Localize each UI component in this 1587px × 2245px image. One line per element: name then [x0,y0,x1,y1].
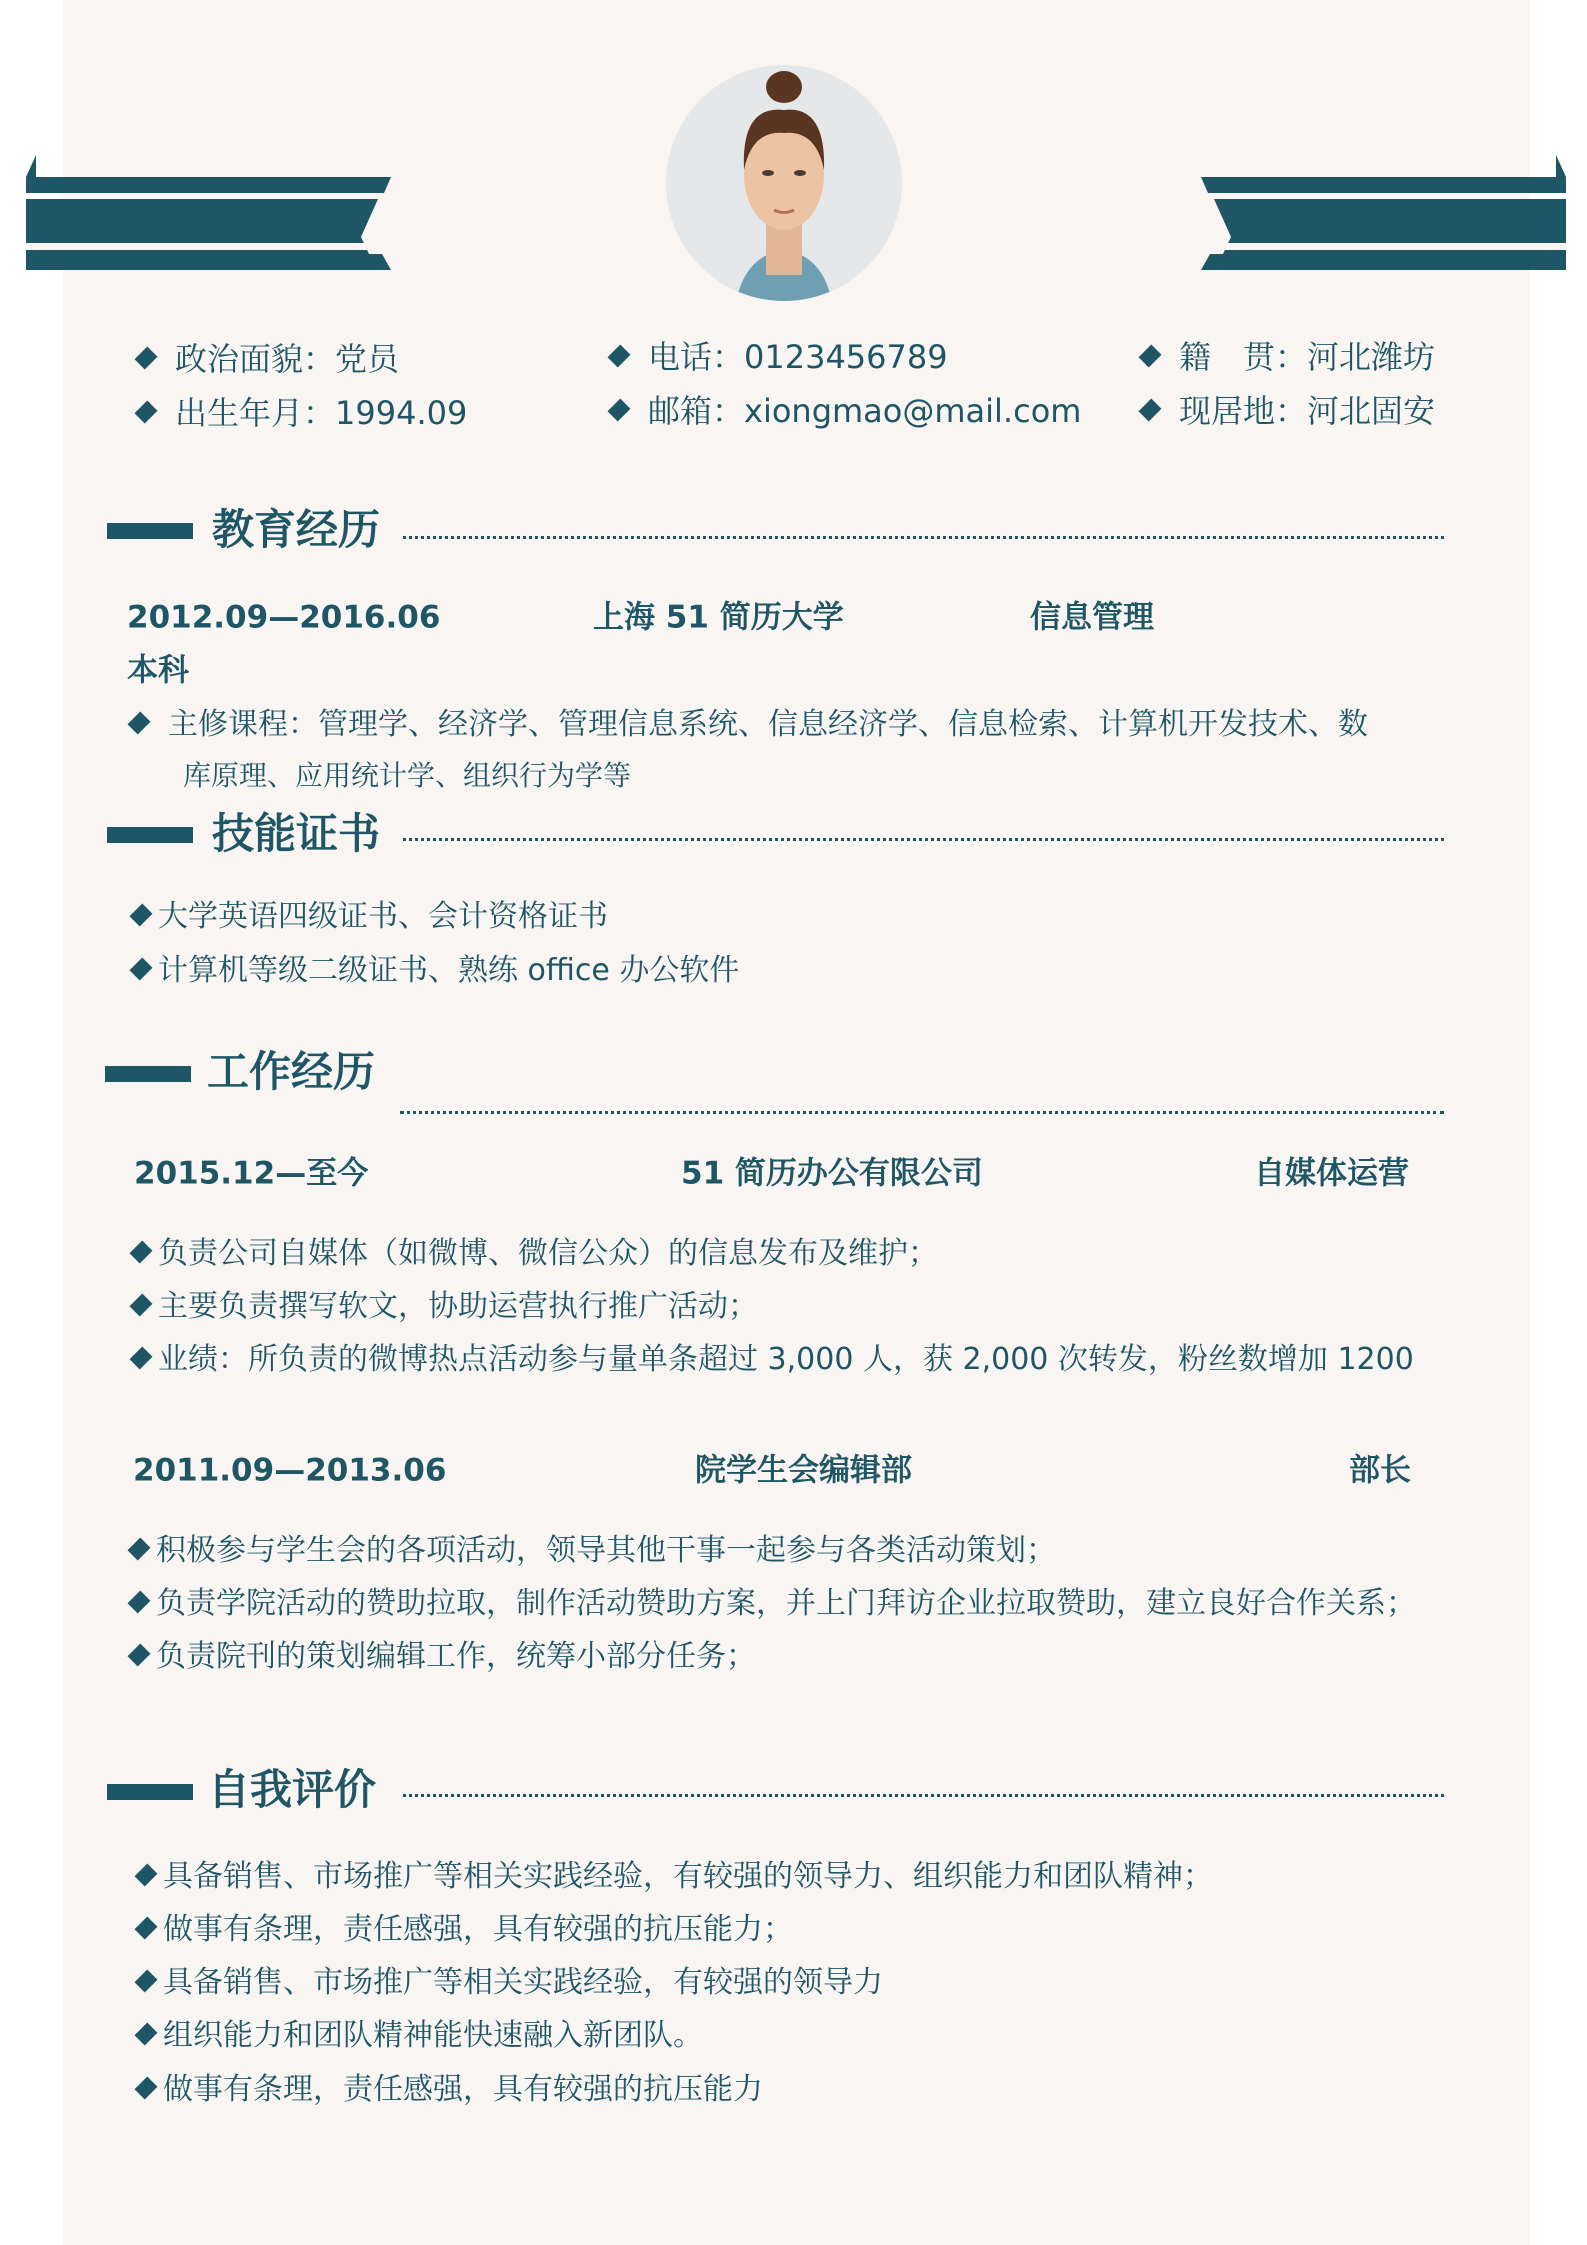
self-item-text: 组织能力和团队精神能快速融入新团队。 [163,2018,703,2053]
self-item-text: 具备销售、市场推广等相关实践经验，有较强的领导力、组织能力和团队精神； [163,1859,1213,1894]
section-title-skills: 技能证书 [212,809,381,858]
job-item-text: 负责学院活动的赞助拉取，制作活动赞助方案，并上门拜访企业拉取赞助，建立良好合作关系； [156,1586,1416,1621]
self-item [137,1965,883,2000]
self-item [137,2018,703,2053]
info-political-status [137,340,400,378]
diamond-bullet-icon [128,1643,151,1666]
diamond-bullet-icon [135,1916,158,1939]
skill-item [132,953,740,988]
job-item [130,1639,756,1674]
diamond-bullet-icon [128,711,151,734]
diamond-bullet-icon [135,1969,158,1992]
courses-line: 库原理、应用统计学、组织行为学等 [183,759,632,792]
diamond-bullet-icon [135,1863,158,1886]
section-title-self-evaluation: 自我评价 [208,1765,377,1814]
job-item-text: 主要负责撰写软文，协助运营执行推广活动； [158,1289,758,1324]
diamond-bullet-icon [130,957,153,980]
info-birth-date [137,394,468,432]
edu-degree: 本科 [127,652,189,689]
resume-page [63,0,1530,2245]
divider [403,838,1444,841]
job-org: 院学生会编辑部 [695,1452,912,1489]
divider [400,1111,1444,1114]
diamond-bullet-icon [135,347,158,370]
self-item-text: 做事有条理，责任感强，具有较强的抗压能力； [163,1912,793,1947]
job-item-text: 负责院刊的策划编辑工作，统筹小部分任务； [156,1639,756,1674]
diamond-bullet-icon [130,1293,153,1316]
section-bar-icon [107,827,193,843]
section-title-work: 工作经历 [207,1047,376,1096]
job-item [130,1586,1416,1621]
job-date: 2015.12—至今 [134,1155,369,1192]
diamond-bullet-icon [130,1240,153,1263]
job-role: 部长 [1349,1452,1411,1489]
diamond-bullet-icon [135,401,158,424]
info-text: 籍 贯：河北潍坊 [1179,338,1436,376]
info-native-place [1141,338,1436,376]
job-item [132,1236,938,1271]
info-email [610,392,1082,430]
courses-line: 主修课程：管理学、经济学、管理信息系统、信息经济学、信息检索、计算机开发技术、数 [168,707,1368,742]
job-item [132,1289,758,1324]
edu-school: 上海 51 简历大学 [593,599,844,636]
skill-text: 计算机等级二级证书、熟练 office 办公软件 [158,953,740,988]
profile-photo [666,65,902,301]
edu-date: 2012.09—2016.06 [127,599,441,636]
job-item-text: 积极参与学生会的各项活动，领导其他干事一起参与各类活动策划； [156,1533,1056,1568]
section-title-education: 教育经历 [212,505,381,554]
section-bar-icon [107,1784,193,1800]
section-bar-icon [107,523,193,539]
diamond-bullet-icon [608,399,631,422]
skill-text: 大学英语四级证书、会计资格证书 [158,899,608,934]
diamond-bullet-icon [130,903,153,926]
diamond-bullet-icon [130,1346,153,1369]
diamond-bullet-icon [135,2076,158,2099]
right-ribbon-decoration [1201,155,1566,270]
divider [403,536,1444,539]
edu-major: 信息管理 [1030,599,1154,636]
job-item [132,1342,1414,1377]
info-text: 出生年月：1994.09 [175,394,468,432]
info-text: 现居地：河北固安 [1179,392,1436,430]
diamond-bullet-icon [128,1537,151,1560]
info-text: 电话：0123456789 [648,338,948,376]
diamond-bullet-icon [1139,345,1162,368]
skill-item [132,899,608,934]
job-role: 自媒体运营 [1254,1155,1409,1192]
section-bar-icon [105,1066,191,1082]
divider [403,1794,1444,1797]
diamond-bullet-icon [1139,399,1162,422]
job-item [130,1533,1056,1568]
left-ribbon-decoration [26,155,391,270]
self-item-text: 具备销售、市场推广等相关实践经验，有较强的领导力 [163,1965,883,2000]
self-item-text: 做事有条理，责任感强，具有较强的抗压能力 [163,2072,763,2107]
diamond-bullet-icon [608,345,631,368]
diamond-bullet-icon [135,2022,158,2045]
self-item [137,1912,793,1947]
self-item [137,2072,763,2107]
info-text: 政治面貌：党员 [175,340,400,378]
edu-courses [130,707,1368,742]
info-residence [1141,392,1436,430]
diamond-bullet-icon [128,1590,151,1613]
info-phone [610,338,948,376]
self-item [137,1859,1213,1894]
job-item-text: 负责公司自媒体（如微博、微信公众）的信息发布及维护； [158,1236,938,1271]
job-org: 51 简历办公有限公司 [681,1155,983,1192]
job-item-text: 业绩：所负责的微博热点活动参与量单条超过 3,000 人，获 2,000 次转发，粉丝数增加 1200 [158,1342,1414,1377]
job-date: 2011.09—2013.06 [133,1452,447,1489]
info-text: 邮箱：xiongmao@mail.com [648,392,1082,430]
